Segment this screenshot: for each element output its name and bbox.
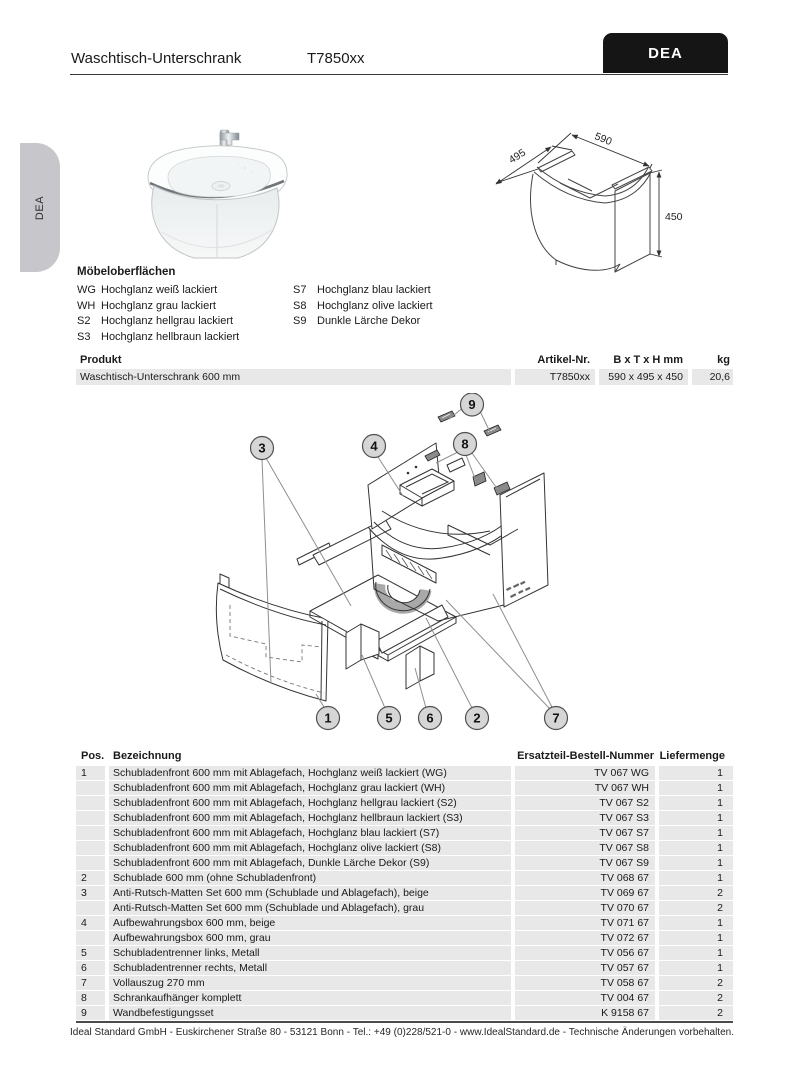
- surfaces-title: Möbeloberflächen: [77, 266, 176, 278]
- surfaces-section: [77, 266, 517, 345]
- callout-1: [317, 707, 340, 730]
- part-pos-cell: 2: [76, 871, 105, 885]
- part-quantity-cell: 2: [659, 976, 733, 990]
- product-dimensions-cell: 590 x 495 x 450: [599, 369, 688, 385]
- part-ordernumber-cell: TV 067 WH: [515, 781, 655, 795]
- parts-row: [76, 976, 733, 990]
- surface-item: [77, 299, 293, 315]
- part-name-cell: Aufbewahrungsbox 600 mm, beige: [109, 916, 511, 930]
- footer-text: Ideal Standard GmbH - Euskirchener Straße 80 - 53121 Bonn - Tel.: +49 (0)228/521-0 - www.IdealStandard.de - Technische Änderungen vorbehalten.: [70, 1027, 734, 1038]
- product-article-cell: T7850xx: [515, 369, 595, 385]
- col-kg: kg: [717, 354, 730, 366]
- parts-row: [76, 871, 733, 885]
- part-pos-cell: [76, 826, 105, 840]
- part-ordernumber-cell: TV 067 S7: [515, 826, 655, 840]
- dimension-drawing: [472, 106, 734, 278]
- part-name-cell: Schubladentrenner links, Metall: [109, 946, 511, 960]
- part-name-cell: Schubladenfront 600 mm mit Ablagefach, Hochglanz olive lackiert (S8): [109, 841, 511, 855]
- col-bxtxh: B x T x H mm: [613, 354, 683, 366]
- parts-row: [76, 1006, 733, 1020]
- cabinet-outline: [531, 151, 652, 272]
- part-quantity-cell: 1: [659, 826, 733, 840]
- part-quantity-cell: 1: [659, 946, 733, 960]
- part-pos-cell: [76, 796, 105, 810]
- parts-row: [76, 841, 733, 855]
- callout-9: [461, 393, 484, 416]
- svg-text:6: 6: [426, 710, 434, 726]
- part-pos-cell: 8: [76, 991, 105, 1005]
- parts-table: [76, 748, 733, 1023]
- callout-7: [545, 707, 568, 730]
- surface-code: WH: [77, 299, 96, 312]
- part-pos-cell: [76, 901, 105, 915]
- svg-text:3: 3: [258, 440, 266, 456]
- product-table-body: [76, 369, 733, 385]
- svg-text:8: 8: [461, 436, 469, 452]
- part-quantity-cell: 2: [659, 1006, 733, 1020]
- product-row: [76, 369, 733, 385]
- surface-code: S7: [293, 284, 307, 296]
- part-name-cell: Schubladenfront 600 mm mit Ablagefach, Hochglanz weiß lackiert (WG): [109, 766, 511, 780]
- col-artikel-nr: Artikel-Nr.: [537, 354, 590, 366]
- part-name-cell: Aufbewahrungsbox 600 mm, grau: [109, 931, 511, 945]
- part-pos-cell: [76, 841, 105, 855]
- part-ordernumber-cell: TV 068 67: [515, 871, 655, 885]
- surface-item: [77, 283, 293, 299]
- part-ordernumber-cell: TV 070 67: [515, 901, 655, 915]
- part-quantity-cell: 2: [659, 991, 733, 1005]
- dimension-width-label: 590: [592, 130, 614, 149]
- dimension-depth-label: 495: [506, 146, 528, 167]
- parts-row: [76, 811, 733, 825]
- part-name-cell: Schubladenfront 600 mm mit Ablagefach, Hochglanz hellbraun lackiert (S3): [109, 811, 511, 825]
- part-pos-cell: 6: [76, 961, 105, 975]
- parts-row: [76, 856, 733, 870]
- surface-label: Hochglanz grau lackiert: [101, 299, 216, 312]
- surface-item: [77, 314, 293, 330]
- part-pos-cell: 4: [76, 916, 105, 930]
- svg-text:7: 7: [552, 710, 560, 726]
- part-name-cell: Schubladenfront 600 mm mit Ablagefach, Hochglanz hellgrau lackiert (S2): [109, 796, 511, 810]
- part-name-cell: Schubladenfront 600 mm mit Ablagefach, Hochglanz grau lackiert (WH): [109, 781, 511, 795]
- part-ordernumber-cell: TV 056 67: [515, 946, 655, 960]
- surface-code: S8: [293, 299, 307, 312]
- col-liefermenge: Liefermenge: [659, 750, 725, 762]
- part-name-cell: Vollauszug 270 mm: [109, 976, 511, 990]
- parts-row: [76, 901, 733, 915]
- product-weight-cell: 20,6: [692, 369, 733, 385]
- part-name-cell: Schubladentrenner rechts, Metall: [109, 961, 511, 975]
- part-ordernumber-cell: TV 069 67: [515, 886, 655, 900]
- part-quantity-cell: 1: [659, 856, 733, 870]
- part-pos-cell: [76, 856, 105, 870]
- callout-4: [363, 435, 386, 458]
- part-ordernumber-cell: TV 067 WG: [515, 766, 655, 780]
- part-ordernumber-cell: K 9158 67: [515, 1006, 655, 1020]
- product-photo: [120, 106, 300, 266]
- part-ordernumber-cell: TV 058 67: [515, 976, 655, 990]
- surface-code: WG: [77, 284, 96, 296]
- col-bezeichnung: Bezeichnung: [113, 750, 182, 762]
- part-ordernumber-cell: TV 004 67: [515, 991, 655, 1005]
- article-number: T7850xx: [307, 50, 365, 67]
- product-table: [76, 352, 733, 386]
- part-pos-cell: [76, 781, 105, 795]
- page-header: [70, 33, 728, 75]
- curved-front-panel: [216, 574, 328, 701]
- col-bestell-nummer: Ersatzteil-Bestell-Nummer: [517, 750, 654, 762]
- part-quantity-cell: 1: [659, 781, 733, 795]
- dimension-height-label: 450: [665, 211, 683, 223]
- parts-table-header: [76, 748, 733, 766]
- parts-row: [76, 766, 733, 780]
- part-pos-cell: 1: [76, 766, 105, 780]
- surface-label: Hochglanz hellgrau lackiert: [101, 315, 234, 327]
- part-pos-cell: 5: [76, 946, 105, 960]
- series-badge: DEA: [603, 33, 728, 73]
- svg-text:9: 9: [468, 397, 476, 412]
- part-ordernumber-cell: TV 067 S9: [515, 856, 655, 870]
- surfaces-column-2: [293, 283, 433, 345]
- part-name-cell: Schubladenfront 600 mm mit Ablagefach, Dunkle Lärche Dekor (S9): [109, 856, 511, 870]
- part-quantity-cell: 1: [659, 766, 733, 780]
- part-name-cell: Wandbefestigungsset: [109, 1006, 511, 1020]
- part-pos-cell: [76, 931, 105, 945]
- parts-row: [76, 781, 733, 795]
- part-pos-cell: 7: [76, 976, 105, 990]
- part-ordernumber-cell: TV 067 S2: [515, 796, 655, 810]
- surfaces-column-1: [77, 283, 293, 345]
- col-pos: Pos.: [81, 750, 105, 762]
- parts-row: [76, 931, 733, 945]
- callout-2: [466, 707, 489, 730]
- surface-label: Hochglanz blau lackiert: [317, 284, 431, 296]
- svg-text:1: 1: [324, 710, 332, 726]
- part-quantity-cell: 2: [659, 886, 733, 900]
- part-quantity-cell: 1: [659, 811, 733, 825]
- part-name-cell: Schublade 600 mm (ohne Schubladenfront): [109, 871, 511, 885]
- svg-text:5: 5: [385, 710, 393, 726]
- part-name-cell: Schubladenfront 600 mm mit Ablagefach, Hochglanz blau lackiert (S7): [109, 826, 511, 840]
- part-quantity-cell: 2: [659, 901, 733, 915]
- surface-code: S9: [293, 315, 307, 327]
- part-quantity-cell: 1: [659, 841, 733, 855]
- surface-item: [293, 283, 433, 299]
- side-tab: [20, 143, 60, 272]
- part-name-cell: Anti-Rutsch-Matten Set 600 mm (Schublade und Ablagefach), beige: [109, 886, 511, 900]
- part-ordernumber-cell: TV 071 67: [515, 916, 655, 930]
- parts-row: [76, 796, 733, 810]
- part-quantity-cell: 1: [659, 916, 733, 930]
- part-ordernumber-cell: TV 072 67: [515, 931, 655, 945]
- part-ordernumber-cell: TV 067 S8: [515, 841, 655, 855]
- parts-row: [76, 961, 733, 975]
- page-title: Waschtisch-Unterschrank: [71, 50, 242, 67]
- part-pos-cell: 3: [76, 886, 105, 900]
- callout-6: [419, 707, 442, 730]
- col-produkt: Produkt: [80, 354, 122, 366]
- callout-5: [378, 707, 401, 730]
- part-pos-cell: 9: [76, 1006, 105, 1020]
- side-tab-label: DEA: [34, 195, 46, 220]
- parts-row: [76, 916, 733, 930]
- part-quantity-cell: 1: [659, 961, 733, 975]
- surface-code: S2: [77, 315, 91, 327]
- part-ordernumber-cell: TV 067 S3: [515, 811, 655, 825]
- part-name-cell: Schrankaufhänger komplett: [109, 991, 511, 1005]
- parts-row: [76, 991, 733, 1005]
- part-quantity-cell: 1: [659, 871, 733, 885]
- surface-item: [293, 314, 433, 330]
- surface-label: Dunkle Lärche Dekor: [317, 315, 421, 327]
- surface-item: [77, 330, 293, 346]
- surface-label: Hochglanz weiß lackiert: [101, 284, 218, 296]
- product-name-cell: Waschtisch-Unterschrank 600 mm: [76, 369, 511, 385]
- part-pos-cell: [76, 811, 105, 825]
- parts-row: [76, 946, 733, 960]
- parts-table-body: [76, 766, 733, 1020]
- product-table-header: [76, 352, 733, 369]
- callout-3: [251, 437, 274, 460]
- part-name-cell: Anti-Rutsch-Matten Set 600 mm (Schublade und Ablagefach), grau: [109, 901, 511, 915]
- parts-row: [76, 826, 733, 840]
- exploded-diagram: [70, 393, 730, 743]
- svg-text:4: 4: [370, 438, 378, 454]
- part-quantity-cell: 1: [659, 931, 733, 945]
- surface-code: S3: [77, 330, 91, 343]
- surface-label: Hochglanz hellbraun lackiert: [101, 330, 240, 343]
- part-quantity-cell: 1: [659, 796, 733, 810]
- parts-row: [76, 886, 733, 900]
- surface-label: Hochglanz olive lackiert: [317, 299, 433, 312]
- surface-item: [293, 299, 433, 315]
- callout-8: [454, 433, 477, 456]
- svg-text:2: 2: [473, 710, 481, 726]
- part-ordernumber-cell: TV 057 67: [515, 961, 655, 975]
